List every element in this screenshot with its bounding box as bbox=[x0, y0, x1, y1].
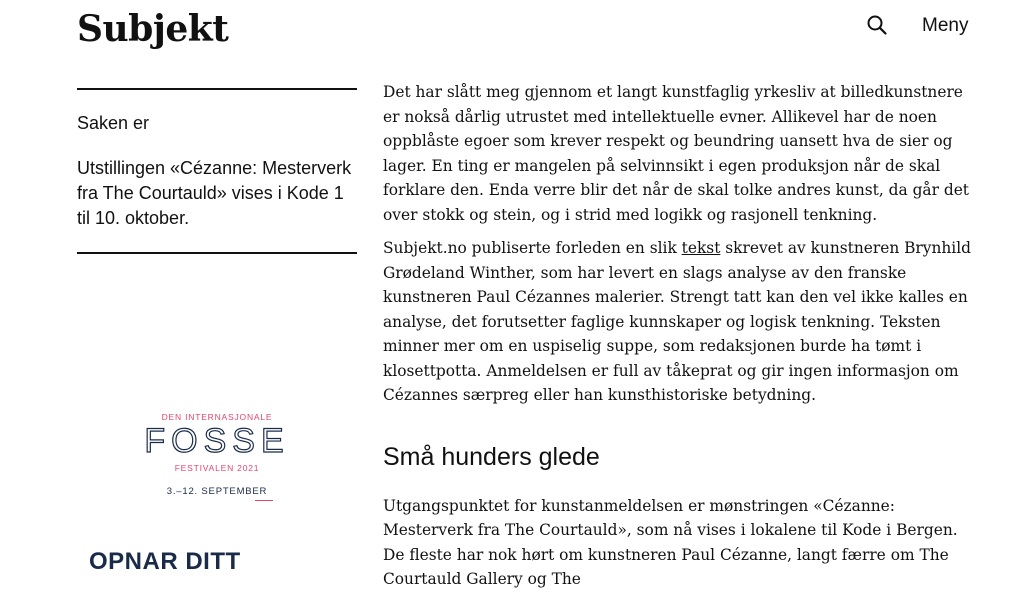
factbox-body: Utstillingen «Cézanne: Mesterverk fra The Courtauld» vises i Kode 1 til 10. oktober. bbox=[77, 158, 352, 228]
factbox-title: Saken er bbox=[77, 113, 150, 133]
article-subheading: Små hunders glede bbox=[383, 442, 600, 471]
article-body bbox=[383, 80, 973, 601]
tekst-link[interactable]: tekst bbox=[681, 239, 721, 257]
site-logo[interactable]: Subjekt bbox=[77, 8, 229, 50]
article-paragraph bbox=[383, 236, 973, 408]
paragraph-text: skrevet av kunstneren Brynhild Grødeland Winther, som har levert en slags analyse av den franske kunstneren Paul Cézannes malerier. Strengt tatt kan den vel ikke kalles en analyse, det forutsetter faglige kunnskaper og logisk tenkning. Teksten minner mer om en uspiselig suppe, som redaksjonen burde ha tømt i klosettpotta. Anmeldelsen er full av tåkeprat og gir ingen informasjon om Cézannes særpreg eller han kunsthistoriske betydning. bbox=[383, 239, 972, 404]
menu-button[interactable]: Meny bbox=[922, 15, 969, 36]
ad-fosse-dash bbox=[255, 500, 273, 501]
factbox bbox=[77, 88, 357, 254]
article-paragraph: Det har slått meg gjennom et langt kunstfaglig yrkesliv at billedkunstnere er nokså dårlig utrustet med intellektuelle evner. Allikevel har de noen oppblåste egoer som krever respekt og beundring uansett hva de sier og lager. En ting er mangelen på selvinnsikt i egen produksjon når de skal forklare den. Enda verre blir det når de skal tolke andres kunst, da går det over stokk og stein, og i strid med logikk og rasjonell tenkning. bbox=[383, 83, 969, 224]
ad-fosse-dates: 3.–12. SEPTEMBER bbox=[166, 486, 268, 497]
ad-fosse-logo: FOSSE bbox=[144, 422, 290, 460]
factbox-bottom-rule bbox=[77, 252, 357, 254]
search-icon bbox=[866, 14, 888, 36]
opnar-ad[interactable]: OPNAR DITT bbox=[89, 548, 241, 575]
fosse-festival-ad[interactable] bbox=[77, 400, 357, 510]
search-button[interactable] bbox=[866, 14, 888, 36]
ad-fosse-line1: DEN INTERNASJONALE bbox=[161, 412, 273, 422]
paragraph-text: Subjekt.no publiserte forleden en slik bbox=[383, 239, 682, 257]
ad-fosse-line3: FESTIVALEN 2021 bbox=[174, 463, 260, 473]
article-paragraph: Utgangspunktet for kunstanmeldelsen er mønstringen «Cézanne: Mesterverk fra The Courtauld», som nå vises i lokalene til Kode i Bergen. De fleste har nok hørt om kunstneren Paul Cézanne, langt færre om The Courtauld Gallery og The bbox=[383, 496, 958, 588]
